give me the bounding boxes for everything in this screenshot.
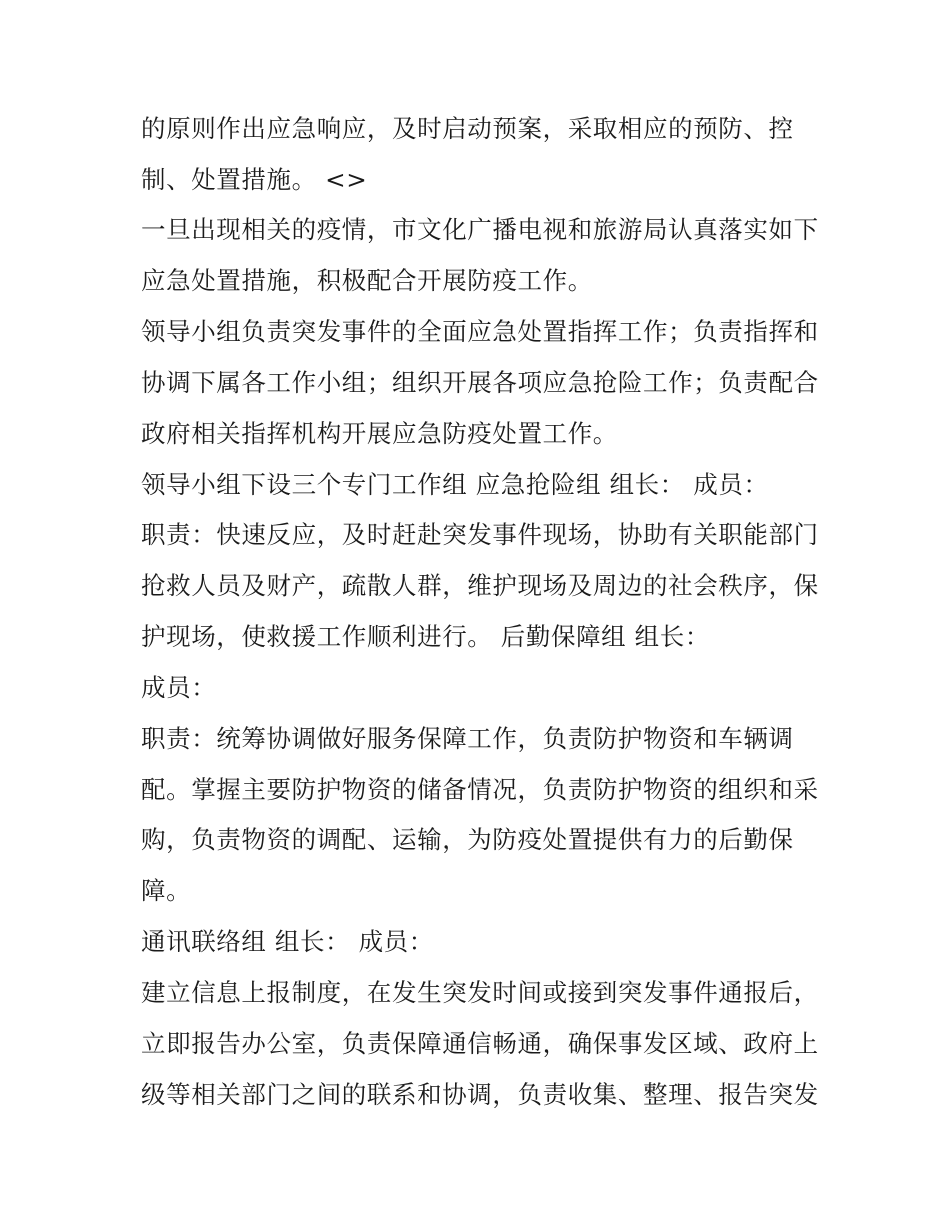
text-line: 立即报告办公室，负责保障通信畅通，确保事发区域、政府上 — [141, 1029, 819, 1058]
text-line: 应急处置措施，积极配合开展防疫工作。 — [141, 266, 593, 295]
text-line: 抢救人员及财产，疏散人群，维护现场及周边的社会秩序，保 — [141, 571, 819, 600]
text-line: 购，负责物资的调配、运输，为防疫处置提供有力的后勤保 — [141, 825, 794, 854]
text-line: 级等相关部门之间的联系和协调，负责收集、整理、报告突发 — [141, 1080, 819, 1109]
text-line: 一旦出现相关的疫情，市文化广播电视和旅游局认真落实如下 — [141, 215, 819, 244]
text-line: 障。 — [141, 876, 192, 905]
text-line: 通讯联络组 组长： 成员： — [141, 927, 434, 956]
text-line: 领导小组下设三个专门工作组 应急抢险组 组长： 成员： — [141, 470, 769, 499]
text-line: 政府相关指挥机构开展应急防疫处置工作。 — [141, 419, 618, 448]
text-line: 领导小组负责突发事件的全面应急处置指挥工作；负责指挥和 — [141, 317, 819, 346]
text-line: 配。掌握主要防护物资的储备情况，负责防护物资的组织和采 — [141, 775, 819, 804]
text-line: 成员： — [141, 673, 217, 702]
text-line: 职责：统筹协调做好服务保障工作，负责防护物资和车辆调 — [141, 724, 794, 753]
text-line: 的原则作出应急响应，及时启动预案，采取相应的预防、控 — [141, 114, 794, 143]
text-line: 建立信息上报制度，在发生突发时间或接到突发事件通报后， — [141, 978, 819, 1007]
text-line: 制、处置措施。 <> — [141, 165, 368, 194]
text-line: 护现场，使救援工作顺利进行。 后勤保障组 组长： — [141, 622, 710, 651]
text-line: 协调下属各工作小组；组织开展各项应急抢险工作；负责配合 — [141, 368, 819, 397]
text-line: 职责：快速反应，及时赶赴突发事件现场，协助有关职能部门 — [141, 520, 819, 549]
